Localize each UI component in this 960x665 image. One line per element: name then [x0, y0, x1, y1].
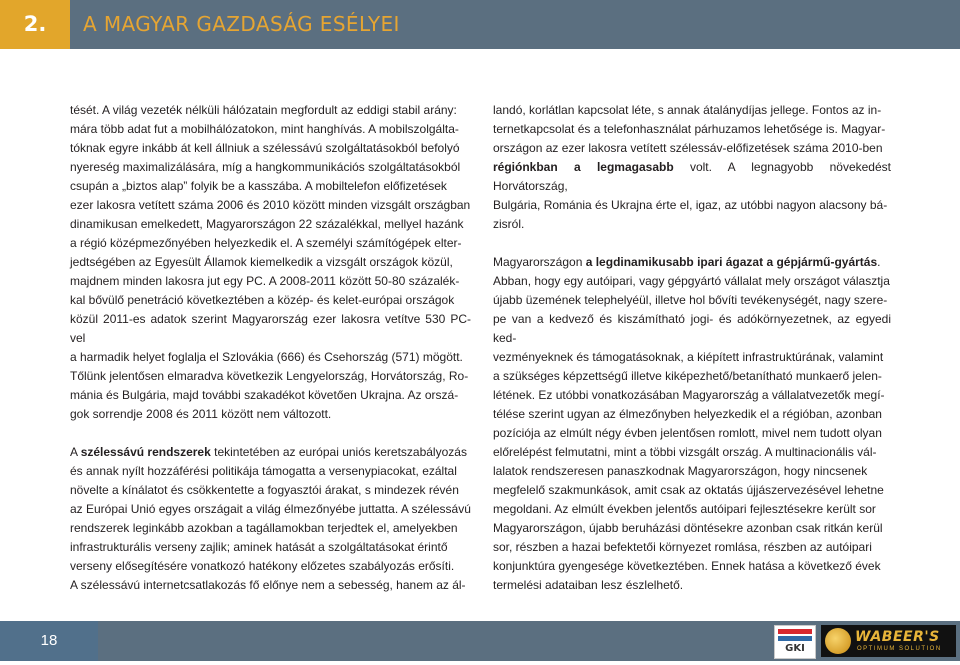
- text-line: növelte a kínálatot és csökkentette a fogyasztói árakat, s mindezek révén: [70, 483, 459, 497]
- text-line: Bulgária, Románia és Ukrajna érte el, igaz, az utóbbi nagyon alacsony bá-: [493, 198, 888, 212]
- paragraph-gap: [493, 234, 891, 253]
- wabeers-logo-tagline: OPTIMUM SOLUTION: [857, 646, 942, 652]
- text-line: újabb üzemének telephelyéül, illetve hol bővíti tevékenységét, nagy szere-: [493, 293, 888, 307]
- text-line: lalatok rendszeresen panaszkodnak Magyarországon, hogy nincsenek: [493, 464, 868, 478]
- text-line: közül 2011-es adatok szerint Magyarország ezer lakosra vetítve 530 PC-vel: [70, 312, 471, 345]
- text-line: és annak nyílt hozzáférési politikája támogatta a versenypiacokat, ezáltal: [70, 464, 457, 478]
- text-line: Tőlünk jelentősen elmaradva következik Lengyelország, Horvátország, Ro-: [70, 369, 469, 383]
- text-line: nyereség maximalizálására, míg a hangkommunikációs szolgáltatásokból: [70, 160, 461, 174]
- text-line: verseny elősegítésére vonatkozó hatékony előzetes szabályozás erősíti.: [70, 559, 455, 573]
- text-line: a szükséges képzettségű illetve kiképezhető/betanítható munkaerő jelen-: [493, 369, 882, 383]
- text-line: a harmadik helyet foglalja el Szlovákia (666) és Csehország (571) mögött.: [70, 350, 463, 364]
- page-title: A MAGYAR GAZDASÁG ESÉLYEI: [83, 12, 400, 36]
- gki-logo-text: GKI: [785, 643, 805, 654]
- text-line: pozíciója az elmúlt négy évben jelentősen romlott, mivel nem tudott olyan: [493, 426, 882, 440]
- bold-phrase: régiónkban a legmagasabb: [493, 160, 674, 174]
- text-line: jedtségében az Egyesült Államok kiemelkedik a vizsgált országok közül,: [70, 255, 453, 269]
- text-line: A szélessávú internetcsatlakozás fő előnye nem a sebesség, hanem az ál-: [70, 578, 466, 592]
- right-text-column: [493, 101, 891, 595]
- text-line: [70, 443, 471, 462]
- text-run: Magyarországon: [493, 255, 586, 269]
- text-line: gok sorrendje 2008 és 2011 között nem változott.: [70, 407, 332, 421]
- text-line: országon az ezer lakosra vetített szélessáv-előfizetések száma 2010-ben: [493, 141, 883, 155]
- text-line: rendszerek leginkább azokban a tagállamokban terjedtek el, amelyekben: [70, 521, 458, 535]
- text-line: az Európai Unió egyes országait a világ élmezőnyébe juttatta. A szélessávú: [70, 502, 471, 516]
- text-line: megfelelő szakmunkások, amit csak az oktatás újjászervezésével lehetne: [493, 483, 884, 497]
- text-line: infrastrukturális verseny zajlik; aminek hatását a szolgáltatásokat érintő: [70, 540, 448, 554]
- text-line: megoldani. Az elmúlt években jelentős autóipari fejlesztésekre került sor: [493, 502, 876, 516]
- wabeers-logo-wordmark: WABEER'S: [855, 629, 940, 645]
- page-number: 18: [0, 621, 98, 661]
- text-line: előrelépést felmutatni, mint a többi vizsgált ország. A multinacionális vál-: [493, 445, 877, 459]
- text-run: .: [877, 255, 881, 269]
- text-line: Magyarországon, újabb beruházási döntésekre azonban csak ritkán kerül: [493, 521, 883, 535]
- text-line: [493, 158, 891, 196]
- text-line: mára több adat fut a mobilhálózatokon, mint hanghívás. A mobilszolgálta-: [70, 122, 459, 136]
- text-line: landó, korlátlan kapcsolat léte, s annak átalánydíjas jellege. Fontos az in-: [493, 103, 882, 117]
- chapter-number: 2.: [0, 0, 70, 49]
- text-line: tését. A világ vezeték nélküli hálózatain megfordult az eddigi stabil arány:: [70, 103, 457, 117]
- text-line: [493, 253, 891, 272]
- text-line: kal bővülő penetráció következtében a közép- és kelet-európai országok: [70, 293, 455, 307]
- wabeers-emblem-icon: [825, 628, 851, 654]
- text-line: csupán a „biztos alap” folyik be a kasszába. A mobiltelefon előfizetések: [70, 179, 447, 193]
- text-line: konjunktúra gyengesége következtében. Ennek hatása a következő évek: [493, 559, 881, 573]
- paragraph-gap: [70, 424, 471, 443]
- text-run: tekintetében az európai uniós keretszabályozás: [210, 445, 467, 459]
- text-line: ternetkapcsolat és a telefonhasználat párhuzamos lehetősége is. Magyar-: [493, 122, 886, 136]
- text-line: tóknak egyre inkább át kell állniuk a szélessávú szolgáltatásokból befolyó: [70, 141, 460, 155]
- logo-stripe-red: [778, 629, 812, 634]
- text-run: volt. A legnagyobb növekedést Horvátország,: [493, 160, 891, 193]
- text-line: Abban, hogy egy autóipari, vagy gépgyártó vállalat mely országot választja: [493, 274, 890, 288]
- text-line: ezer lakosra vetített száma 2006 és 2010 között minden vizsgált országban: [70, 198, 471, 212]
- gki-logo: [774, 625, 816, 659]
- text-line: majdnem minden lakosra jut egy PC. A 2008-2011 között 50-80 százalék-: [70, 274, 460, 288]
- text-line: pe van a kedvező és kiszámítható jogi- és adókörnyezetnek, az egyedi ked-: [493, 312, 891, 345]
- left-text-column: [70, 101, 471, 595]
- text-line: sor, részben a hazai befektetői környezet romlása, részben az autóipari: [493, 540, 872, 554]
- logo-stripe-blue: [778, 636, 812, 641]
- bold-phrase: szélessávú rendszerek: [80, 445, 211, 459]
- wabeers-logo: [821, 625, 956, 657]
- text-line: télése szerint ugyan az élmezőnyben helyezkedik el a régióban, azonban: [493, 407, 882, 421]
- text-run: A: [70, 445, 81, 459]
- text-line: termelési adataiban lesz észlelhető.: [493, 578, 684, 592]
- bold-phrase: a legdinamikusabb ipari ágazat a gépjármű-gyártás: [585, 255, 878, 269]
- text-line: mánia és Bulgária, majd további szakadékot követően Ukrajna. Az orszá-: [70, 388, 459, 402]
- text-line: vezményeknek és támogatásoknak, a kiépített infrastruktúrának, valamint: [493, 350, 884, 364]
- text-line: létének. Ez utóbbi vonatkozásában Magyarország a vállalatvezetők megí-: [493, 388, 885, 402]
- footer-bar: [0, 621, 960, 661]
- text-line: zisról.: [493, 217, 525, 231]
- text-line: dinamikusan emelkedett, Magyarországon 22 százalékkal, mellyel hazánk: [70, 217, 464, 231]
- text-line: a régió középmezőnyében helyezkedik el. A személyi számítógépek elter-: [70, 236, 462, 250]
